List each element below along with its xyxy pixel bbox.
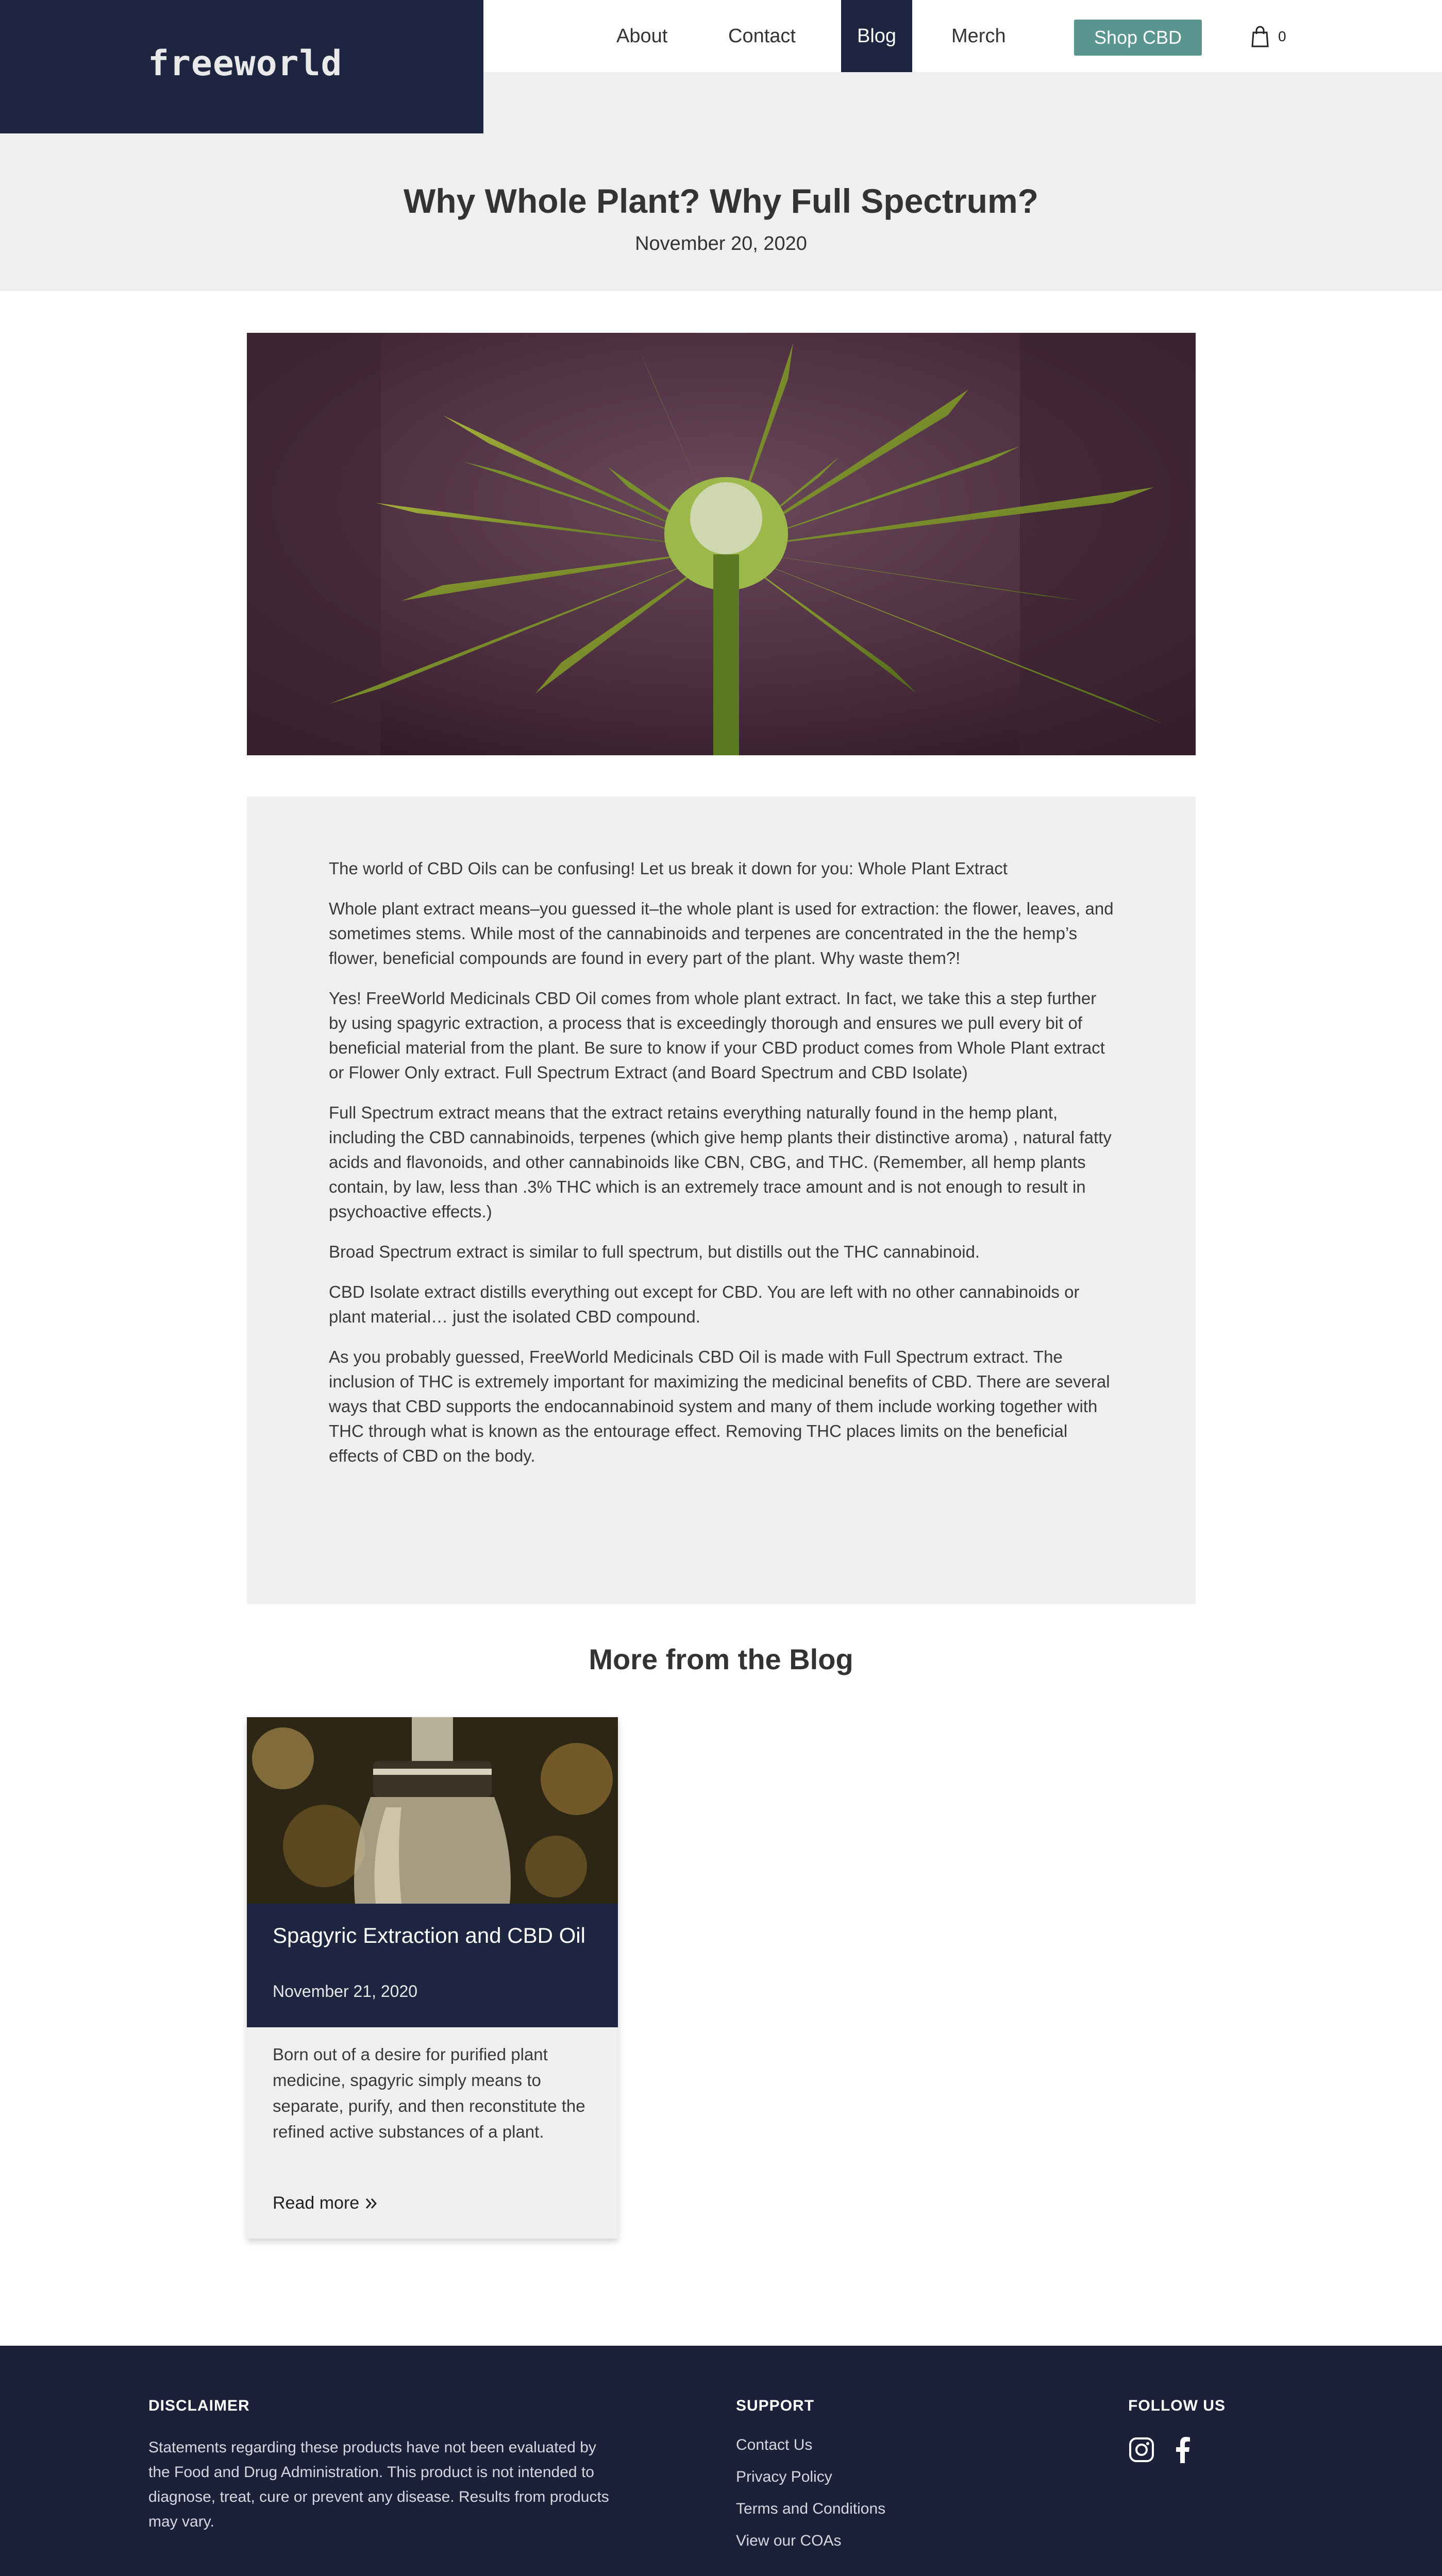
footer-link-contact-us[interactable]: Contact Us bbox=[736, 2436, 813, 2453]
nav-contact[interactable]: Contact bbox=[728, 25, 796, 47]
site-logo[interactable]: freeworld bbox=[148, 43, 343, 84]
blog-card-image[interactable] bbox=[247, 1717, 618, 1904]
double-chevron-right-icon bbox=[364, 2197, 379, 2210]
nav-merch[interactable]: Merch bbox=[951, 25, 1006, 47]
nav-about[interactable]: About bbox=[616, 25, 668, 47]
article-body-panel bbox=[247, 796, 1196, 1604]
blog-card-date: November 21, 2020 bbox=[273, 1982, 418, 2001]
read-more-label: Read more bbox=[273, 2193, 360, 2213]
article-paragraph: Full Spectrum extract means that the extract retains everything naturally found in the hemp plant, including the CBD cannabinoids, terpenes (which give hemp plants their distinctive aroma) , natural fatty acids and flavonoids, and other cannabinoids like CBN, CBG, and THC. (Remember, all hemp plants contain, by law, less than .3% THC which is an extremely trace amount and is not enough to result in psychoactive effects.) bbox=[329, 1103, 1112, 1221]
nav-blog[interactable]: Blog bbox=[841, 0, 912, 72]
footer-link-terms[interactable]: Terms and Conditions bbox=[736, 2500, 886, 2517]
follow-us-heading: FOLLOW US bbox=[1128, 2397, 1226, 2414]
shop-cbd-button[interactable]: Shop CBD bbox=[1074, 20, 1202, 56]
blog-card-header bbox=[247, 1904, 618, 2027]
site-footer bbox=[0, 2346, 1442, 2576]
footer-link-privacy-policy[interactable]: Privacy Policy bbox=[736, 2468, 832, 2485]
article-paragraph: Broad Spectrum extract is similar to full spectrum, but distills out the THC cannabinoid. bbox=[329, 1242, 980, 1261]
cart-count: 0 bbox=[1278, 28, 1286, 44]
hero-image-hemp-plant bbox=[247, 333, 1196, 755]
article-paragraph: As you probably guessed, FreeWorld Medicinals CBD Oil is made with Full Spectrum extract. The inclusion of THC is extremely important for maximizing the medicinal benefits of CBD. There are several ways that CBD supports the endocannabinoid system and many of them include working together with THC through what is known as the entourage effect. Removing THC places limits on the beneficial effects of CBD on the body. bbox=[329, 1347, 1110, 1465]
article-text bbox=[329, 856, 1117, 1484]
support-heading: SUPPORT bbox=[736, 2397, 815, 2414]
logo-block[interactable] bbox=[0, 0, 483, 133]
disclaimer-text: Statements regarding these products have not been evaluated by the Food and Drug Administration. This product is not intended to diagnose, treat, cure or prevent any disease. Results from products may vary. bbox=[148, 2439, 609, 2530]
social-links bbox=[1128, 2436, 1191, 2463]
post-title: Why Whole Plant? Why Full Spectrum? bbox=[404, 182, 1038, 220]
blog-card-title[interactable]: Spagyric Extraction and CBD Oil bbox=[273, 1923, 585, 1947]
article-paragraph: CBD Isolate extract distills everything out except for CBD. You are left with no other cannabinoids or plant material… just the isolated CBD compound. bbox=[329, 1282, 1080, 1326]
shopping-bag-icon bbox=[1251, 26, 1269, 47]
blog-card[interactable] bbox=[247, 1717, 618, 2239]
disclaimer-heading: DISCLAIMER bbox=[148, 2397, 250, 2414]
instagram-icon[interactable] bbox=[1128, 2436, 1155, 2463]
post-date: November 20, 2020 bbox=[635, 233, 807, 255]
article-paragraph: Whole plant extract means–you guessed it–the whole plant is used for extraction: the flower, leaves, and sometimes stems. While most of the cannabinoids and terpenes are concentrated in the the hemp’s flower, beneficial compounds are found in every part of the plant. Why waste them?! bbox=[329, 899, 1114, 968]
facebook-icon[interactable] bbox=[1175, 2436, 1191, 2463]
article-paragraph: Yes! FreeWorld Medicinals CBD Oil comes from whole plant extract. In fact, we take this a step further by using spagyric extraction, a process that is exceedingly thorough and ensures we pull every bit of beneficial material from the plant. Be sure to know if your CBD product comes from Whole Plant extract or Flower Only extract. Full Spectrum Extract (and Board Spectrum and CBD Isolate) bbox=[329, 989, 1105, 1082]
cart-button[interactable] bbox=[1251, 24, 1286, 49]
more-from-blog-heading: More from the Blog bbox=[589, 1643, 853, 1675]
article-paragraph: The world of CBD Oils can be confusing! Let us break it down for you: Whole Plant Extract bbox=[329, 859, 1008, 878]
read-more-link[interactable] bbox=[273, 2193, 379, 2213]
footer-link-coas[interactable]: View our COAs bbox=[736, 2532, 842, 2549]
blog-card-excerpt: Born out of a desire for purified plant medicine, spagyric simply means to separate, purify, and then reconstitute the refined active substances of a plant. bbox=[273, 2045, 585, 2141]
